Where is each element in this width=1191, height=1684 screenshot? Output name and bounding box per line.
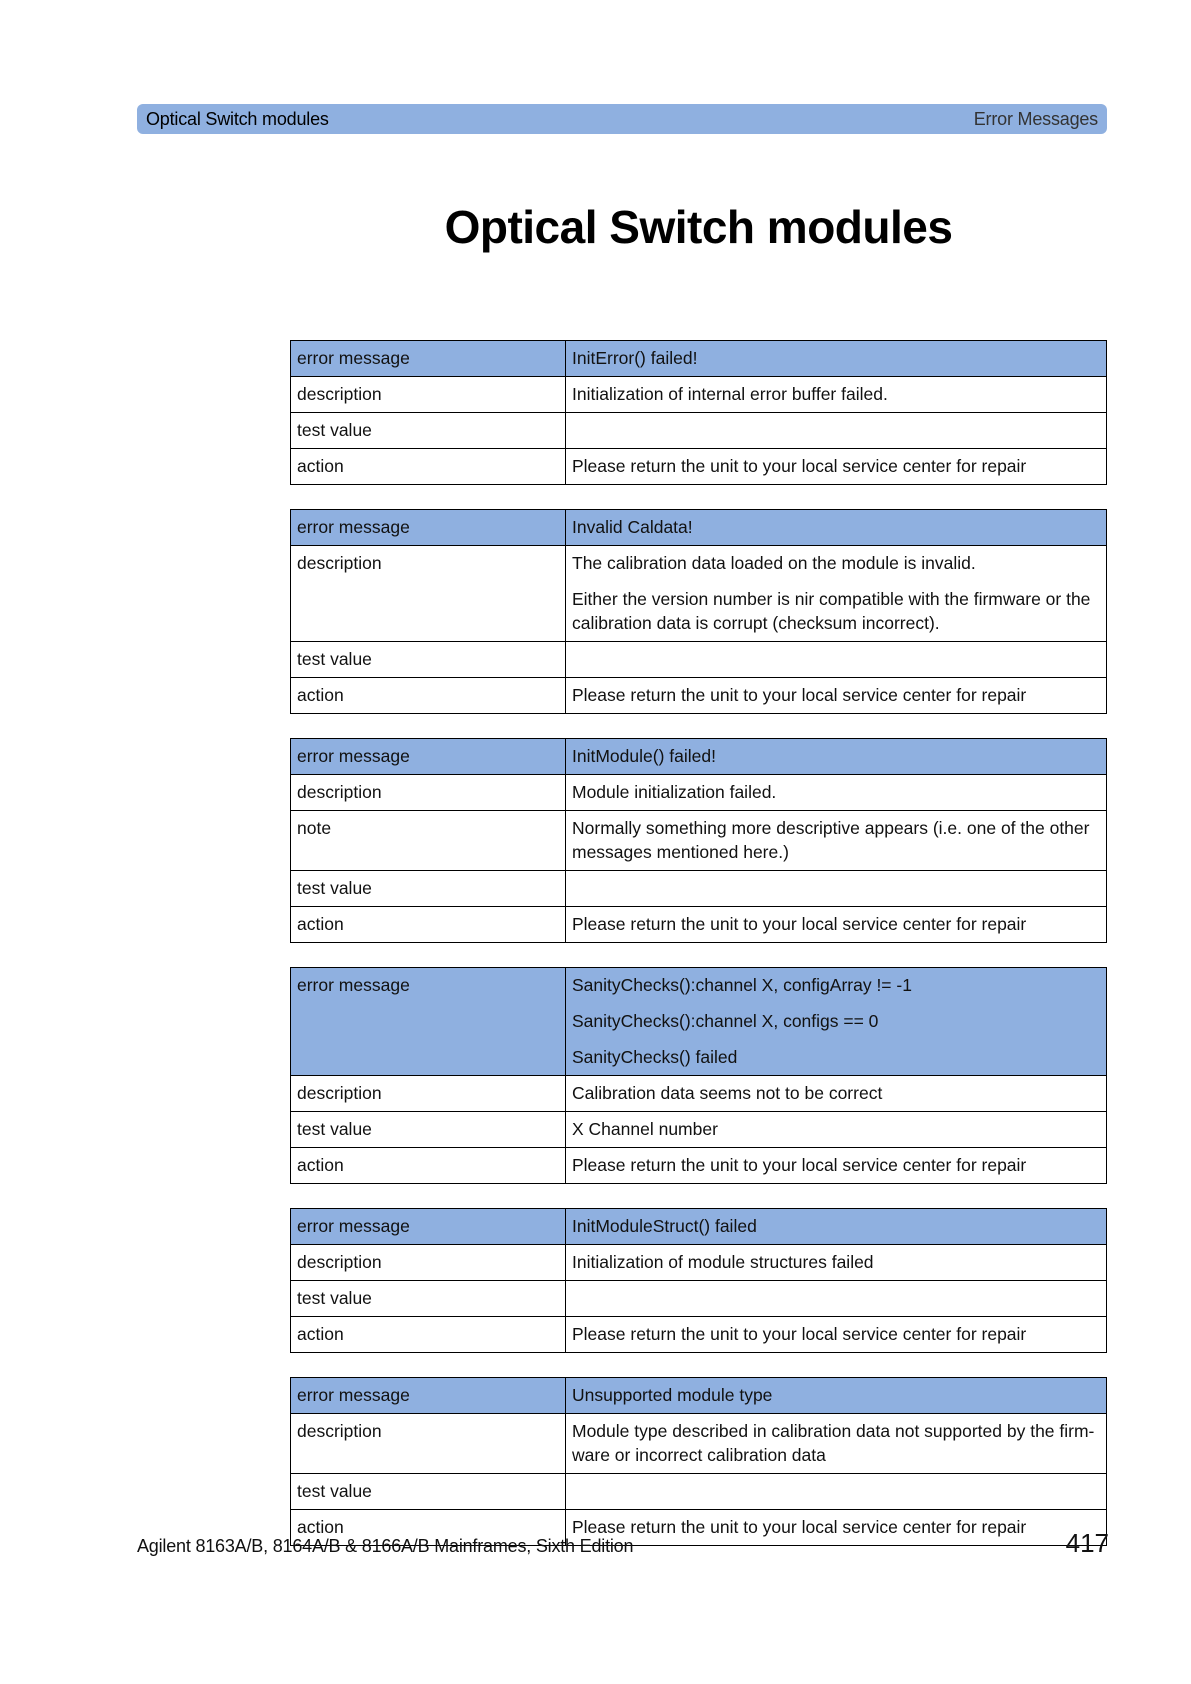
action-cell: Please return the unit to your local service center for repair	[566, 449, 1107, 485]
error-message-text: InitError() failed!	[572, 348, 698, 368]
description-cell	[566, 1076, 1107, 1112]
action-cell: Please return the unit to your local service center for repair	[566, 1148, 1107, 1184]
description-row	[291, 1076, 1107, 1112]
error-message-cell	[566, 739, 1107, 775]
error-message-text: SanityChecks():channel X, configArray != -1	[572, 975, 912, 995]
row-label: note	[291, 811, 566, 871]
test-value-cell	[566, 1281, 1107, 1317]
error-message-row	[291, 1378, 1107, 1414]
note-cell: Normally something more descriptive appears (i.e. one of the other messages mentioned here.)	[566, 811, 1107, 871]
error-message-text: InitModuleStruct() failed	[572, 1216, 757, 1236]
description-text: The calibration data loaded on the module is invalid.	[572, 553, 976, 573]
page-title: Optical Switch modules	[444, 201, 953, 253]
description-cell	[566, 377, 1107, 413]
action-cell: Please return the unit to your local service center for repair	[566, 1317, 1107, 1353]
description-row	[291, 1245, 1107, 1281]
test-value-cell	[566, 1474, 1107, 1510]
error-message-cell	[566, 968, 1107, 1076]
description-cell	[566, 1414, 1107, 1474]
row-label: test value	[291, 1474, 566, 1510]
action-cell: Please return the unit to your local service center for repair	[566, 1510, 1107, 1546]
row-label: action	[291, 1148, 566, 1184]
error-table	[290, 1208, 1107, 1353]
footer-manual-title: Agilent 8163A/B, 8164A/B & 8166A/B Mainframes, Sixth Edition	[137, 1536, 634, 1556]
error-message-row	[291, 739, 1107, 775]
error-message-row	[291, 341, 1107, 377]
header-chapter-title: Error Messages	[973, 108, 1098, 129]
test-value-cell: X Channel number	[566, 1112, 1107, 1148]
row-label: error message	[291, 510, 566, 546]
test-value-row	[291, 642, 1107, 678]
error-tables	[290, 340, 1107, 1570]
row-label: error message	[291, 968, 566, 1076]
action-cell: Please return the unit to your local service center for repair	[566, 678, 1107, 714]
row-label: test value	[291, 871, 566, 907]
description-text: Either the version number is nir compatible with the firmware or the calibration data is corrupt (checksum incorrect).	[572, 589, 1091, 633]
row-label: description	[291, 1076, 566, 1112]
description-text: Calibration data seems not to be correct	[572, 1083, 883, 1103]
row-label: description	[291, 775, 566, 811]
description-row	[291, 775, 1107, 811]
test-value-row	[291, 1281, 1107, 1317]
test-value-row	[291, 413, 1107, 449]
description-row	[291, 377, 1107, 413]
error-message-cell	[566, 1209, 1107, 1245]
description-text: Initialization of module structures failed	[572, 1252, 874, 1272]
description-cell	[566, 775, 1107, 811]
test-value-row	[291, 1112, 1107, 1148]
action-row	[291, 1148, 1107, 1184]
row-label: test value	[291, 1281, 566, 1317]
test-value-cell	[566, 871, 1107, 907]
header-section-title: Optical Switch modules	[146, 108, 329, 129]
action-cell: Please return the unit to your local service center for repair	[566, 907, 1107, 943]
row-label: error message	[291, 1378, 566, 1414]
row-label: action	[291, 1510, 566, 1546]
error-message-text: SanityChecks():channel X, configs == 0	[572, 1011, 879, 1031]
running-header	[137, 104, 1107, 134]
error-table	[290, 509, 1107, 714]
row-label: description	[291, 1414, 566, 1474]
row-label: action	[291, 907, 566, 943]
row-label: error message	[291, 739, 566, 775]
note-row	[291, 811, 1107, 871]
test-value-cell	[566, 413, 1107, 449]
test-value-row	[291, 1474, 1107, 1510]
error-message-text: InitModule() failed!	[572, 746, 716, 766]
error-message-row	[291, 510, 1107, 546]
row-label: action	[291, 449, 566, 485]
row-label: test value	[291, 1112, 566, 1148]
row-label: description	[291, 546, 566, 642]
error-message-text: SanityChecks() failed	[572, 1047, 738, 1067]
row-label: test value	[291, 413, 566, 449]
row-label: description	[291, 377, 566, 413]
error-table	[290, 738, 1107, 943]
error-table	[290, 340, 1107, 485]
description-cell	[566, 546, 1107, 642]
row-label: action	[291, 1317, 566, 1353]
error-message-text: Invalid Caldata!	[572, 517, 693, 537]
error-message-text: Unsupported module type	[572, 1385, 773, 1405]
error-message-cell	[566, 510, 1107, 546]
description-text: Module type described in calibration data not supported by the firm-ware or incorrect calibration data	[572, 1421, 1095, 1465]
error-message-cell	[566, 341, 1107, 377]
test-value-row	[291, 871, 1107, 907]
description-row	[291, 546, 1107, 642]
test-value-cell	[566, 642, 1107, 678]
description-text: Module initialization failed.	[572, 782, 777, 802]
row-label: error message	[291, 341, 566, 377]
row-label: description	[291, 1245, 566, 1281]
description-text: Initialization of internal error buffer failed.	[572, 384, 888, 404]
error-message-cell	[566, 1378, 1107, 1414]
error-message-row	[291, 1209, 1107, 1245]
error-table	[290, 967, 1107, 1184]
description-cell	[566, 1245, 1107, 1281]
row-label: action	[291, 678, 566, 714]
row-label: test value	[291, 642, 566, 678]
action-row	[291, 1317, 1107, 1353]
error-table	[290, 1377, 1107, 1546]
action-row	[291, 449, 1107, 485]
action-row	[291, 678, 1107, 714]
error-message-row	[291, 968, 1107, 1076]
row-label: error message	[291, 1209, 566, 1245]
page-number: 417	[1065, 1528, 1109, 1558]
action-row	[291, 907, 1107, 943]
description-row	[291, 1414, 1107, 1474]
